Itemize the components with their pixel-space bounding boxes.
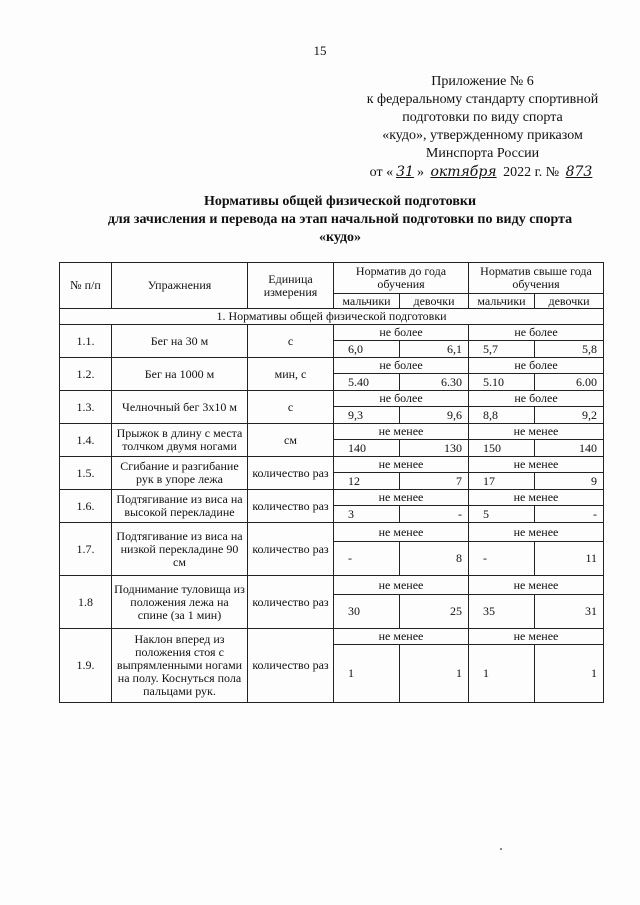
handwritten-order-number: 873 [565, 164, 593, 180]
condition: не менее [334, 457, 469, 473]
value-boys: 5.40 [334, 374, 400, 391]
unit: количество раз [248, 490, 334, 523]
condition: не менее [469, 523, 604, 542]
value-boys: 6,0 [334, 341, 400, 358]
value-girls: 140 [535, 440, 604, 457]
unit: мин, с [248, 358, 334, 391]
unit: количество раз [248, 629, 334, 703]
appendix-title: Приложение № 6 [431, 74, 534, 89]
value-boys: 3 [334, 506, 400, 523]
condition: не менее [334, 629, 469, 645]
condition: не менее [334, 523, 469, 542]
row-number: 1.6. [60, 490, 112, 523]
table-row [60, 523, 604, 542]
document-title [60, 193, 620, 247]
unit: с [248, 391, 334, 424]
condition: не менее [469, 629, 604, 645]
date-prefix: от « [369, 165, 394, 180]
condition: не менее [469, 490, 604, 506]
unit: см [248, 424, 334, 457]
value-girls: 1 [400, 645, 469, 703]
value-girls: 5,8 [535, 341, 604, 358]
title-line: «кудо» [318, 230, 362, 245]
value-girls: 130 [400, 440, 469, 457]
value-girls: 9,2 [535, 407, 604, 424]
value-boys: 8,8 [469, 407, 535, 424]
header-num: № п/п [60, 263, 112, 309]
row-number: 1.7. [60, 523, 112, 576]
unit: количество раз [248, 457, 334, 490]
exercise-name: Челночный бег 3x10 м [112, 391, 248, 424]
unit: количество раз [248, 523, 334, 576]
header-group2: Норматив свыше года обучения [469, 263, 604, 294]
handwritten-month: октября [430, 164, 497, 180]
header-girls: девочки [400, 294, 469, 309]
condition: не более [469, 325, 604, 341]
value-boys: 17 [469, 473, 535, 490]
condition: не менее [334, 424, 469, 440]
norms-table [59, 262, 604, 703]
row-number: 1.1. [60, 325, 112, 358]
order-date [340, 163, 625, 182]
header-boys: мальчики [334, 294, 400, 309]
value-boys: 35 [469, 595, 535, 629]
condition: не более [334, 358, 469, 374]
condition: не менее [469, 424, 604, 440]
row-number: 1.9. [60, 629, 112, 703]
value-girls: - [535, 506, 604, 523]
condition: не менее [334, 576, 469, 595]
value-girls: 11 [535, 542, 604, 576]
table-row [60, 358, 604, 374]
exercise-name: Прыжок в длину с места толчком двумя ногами [112, 424, 248, 457]
section-title: 1. Нормативы общей физической подготовки [60, 309, 604, 325]
value-boys: - [469, 542, 535, 576]
table-row [60, 457, 604, 473]
condition: не менее [334, 490, 469, 506]
value-girls: 9,6 [400, 407, 469, 424]
exercise-name: Наклон вперед из положения стоя с выпрямленными ногами на полу. Коснуться пола пальцами рук. [112, 629, 248, 703]
date-mid: » [416, 165, 424, 180]
value-girls: 6,1 [400, 341, 469, 358]
row-number: 1.8 [60, 576, 112, 629]
unit: количество раз [248, 576, 334, 629]
unit: с [248, 325, 334, 358]
condition: не менее [469, 576, 604, 595]
exercise-name: Поднимание туловища из положения лежа на спине (за 1 мин) [112, 576, 248, 629]
value-girls: 1 [535, 645, 604, 703]
value-girls: 6.00 [535, 374, 604, 391]
appendix-line: подготовки по виду спорта [402, 110, 563, 125]
condition: не более [469, 358, 604, 374]
header-girls: девочки [535, 294, 604, 309]
appendix-block [340, 73, 625, 182]
value-boys: 5 [469, 506, 535, 523]
handwritten-day: 31 [396, 164, 414, 180]
condition: не более [469, 391, 604, 407]
table-row [60, 391, 604, 407]
header-boys: мальчики [469, 294, 535, 309]
table-row [60, 629, 604, 645]
exercise-name: Подтягивание из виса на высокой перекладине [112, 490, 248, 523]
appendix-line: «кудо», утвержденному приказом [382, 128, 583, 143]
value-girls: - [400, 506, 469, 523]
appendix-line: к федеральному стандарту спортивной [366, 92, 599, 107]
exercise-name: Сгибание и разгибание рук в упоре лежа [112, 457, 248, 490]
header-exercise: Упражнения [112, 263, 248, 309]
value-boys: 5.10 [469, 374, 535, 391]
table-row [60, 424, 604, 440]
exercise-name: Бег на 1000 м [112, 358, 248, 391]
condition: не менее [469, 457, 604, 473]
value-boys: - [334, 542, 400, 576]
table-row [60, 576, 604, 595]
row-number: 1.3. [60, 391, 112, 424]
scan-speck [500, 848, 502, 850]
row-number: 1.5. [60, 457, 112, 490]
title-line: Нормативы общей физической подготовки [203, 194, 477, 209]
value-girls: 25 [400, 595, 469, 629]
value-girls: 31 [535, 595, 604, 629]
value-boys: 150 [469, 440, 535, 457]
value-girls: 6.30 [400, 374, 469, 391]
table-row [60, 325, 604, 341]
value-boys: 1 [469, 645, 535, 703]
condition: не более [334, 391, 469, 407]
value-boys: 5,7 [469, 341, 535, 358]
value-boys: 9,3 [334, 407, 400, 424]
appendix-line: Минспорта России [425, 146, 540, 161]
value-boys: 30 [334, 595, 400, 629]
exercise-name: Подтягивание из виса на низкой перекладине 90 см [112, 523, 248, 576]
condition: не более [334, 325, 469, 341]
row-number: 1.2. [60, 358, 112, 391]
table-row [60, 490, 604, 506]
row-number: 1.4. [60, 424, 112, 457]
value-girls: 8 [400, 542, 469, 576]
header-unit: Единица измерения [248, 263, 334, 309]
value-boys: 12 [334, 473, 400, 490]
header-group1: Норматив до года обучения [334, 263, 469, 294]
title-line: для зачисления и перевода на этап начальной подготовки по виду спорта [107, 212, 573, 227]
exercise-name: Бег на 30 м [112, 325, 248, 358]
page-number: 15 [313, 43, 327, 58]
value-boys: 140 [334, 440, 400, 457]
date-year: 2022 г. № [503, 165, 560, 180]
value-girls: 9 [535, 473, 604, 490]
value-boys: 1 [334, 645, 400, 703]
value-girls: 7 [400, 473, 469, 490]
